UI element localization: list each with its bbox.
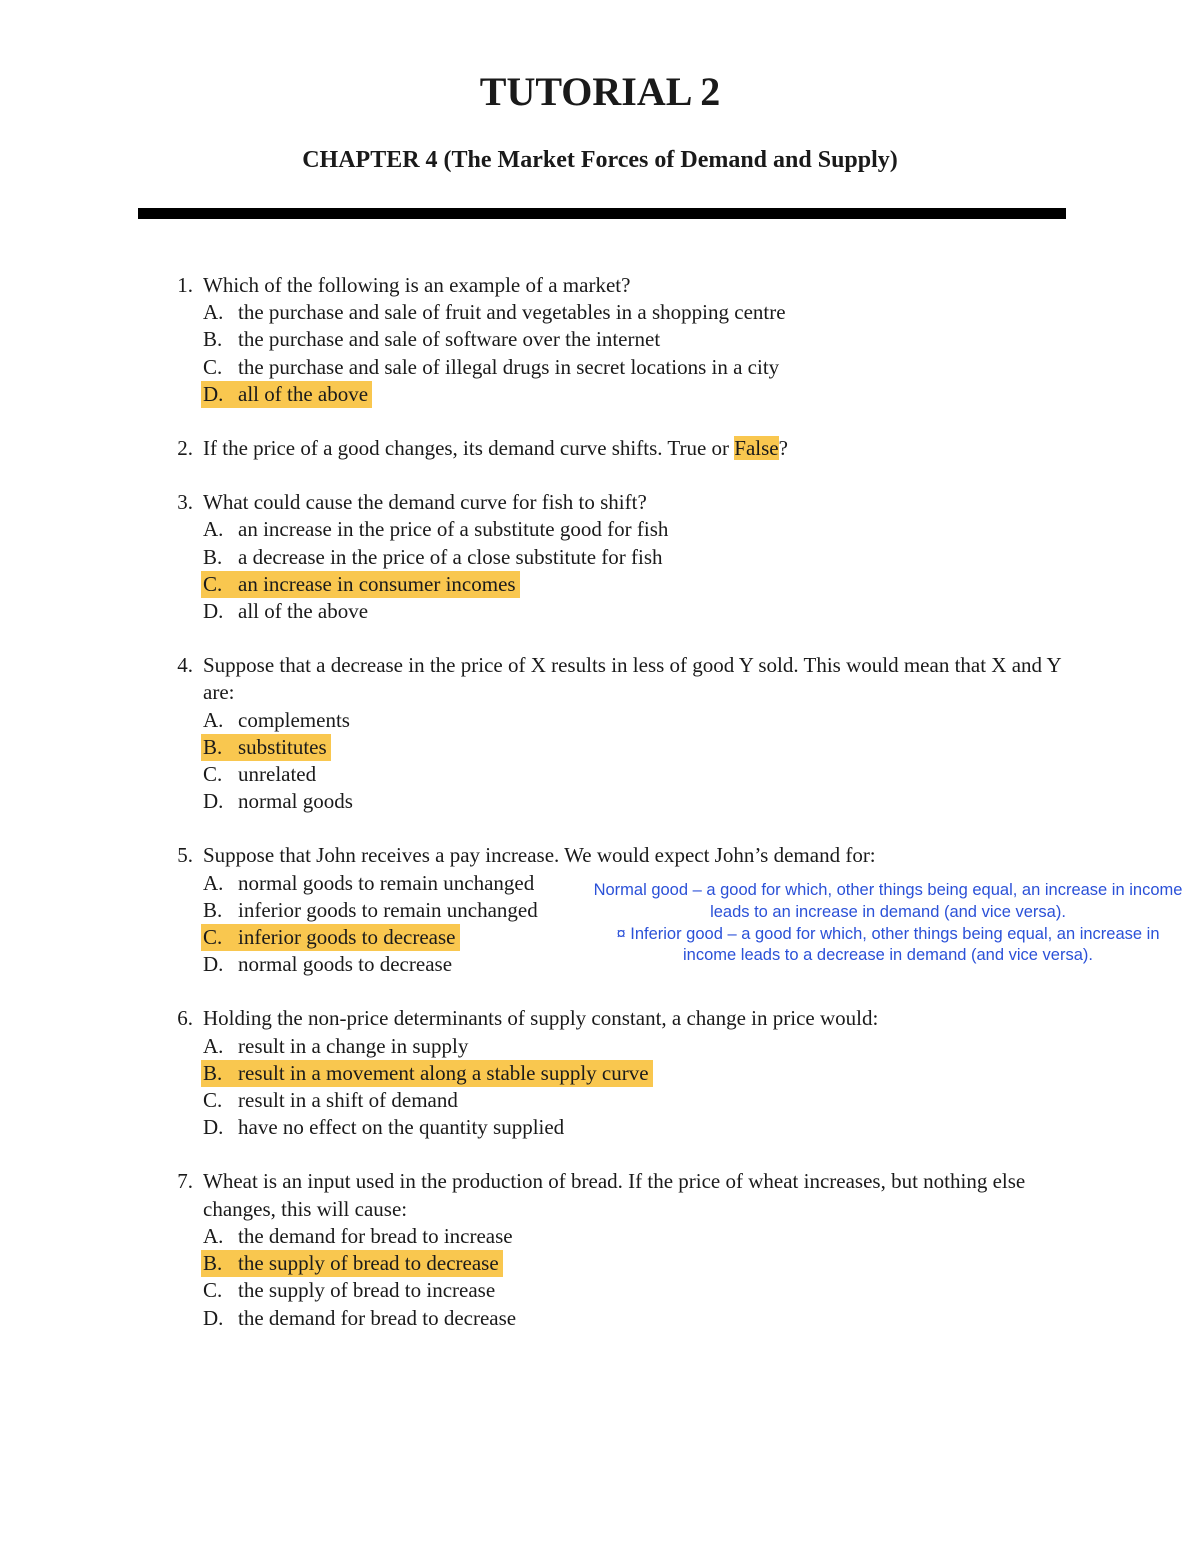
- question-7: [0, 1168, 1200, 1331]
- option-b: B. a decrease in the price of a close substitute for fish: [203, 544, 663, 569]
- option-c-highlighted-answer: C. an increase in consumer incomes: [201, 571, 520, 598]
- option-a: A. the purchase and sale of fruit and vegetables in a shopping centre: [203, 300, 786, 325]
- highlighted-answer: False: [734, 436, 779, 461]
- question-stem: Suppose that a decrease in the price of X results in less of good Y sold. This would mean that X and Y are:: [203, 653, 1061, 705]
- normal-good-definition: Normal good – a good for which, other things being equal, an increase in income leads to an increase in demand (and vice versa).: [593, 881, 1183, 921]
- question-stem: Holding the non-price determinants of supply constant, a change in price would:: [203, 1006, 879, 1031]
- chapter-subtitle: CHAPTER 4 (The Market Forces of Demand and Supply): [302, 147, 898, 173]
- question-number: 3.: [177, 490, 193, 515]
- option-b-highlighted-answer: B. result in a movement along a stable supply curve: [201, 1060, 653, 1087]
- question-number: 6.: [177, 1006, 193, 1031]
- question-number: 2.: [177, 436, 193, 461]
- option-d: D. all of the above: [203, 599, 369, 624]
- question-2: [0, 435, 1200, 462]
- question-number: 5.: [177, 843, 193, 868]
- option-a: A. complements: [203, 707, 350, 732]
- option-a: A. an increase in the price of a substitute good for fish: [203, 517, 669, 542]
- option-b: B. inferior goods to remain unchanged: [203, 897, 538, 922]
- option-c-highlighted-answer: C. inferior goods to decrease: [201, 924, 460, 951]
- question-6: [0, 1005, 1200, 1141]
- question-stem: Suppose that John receives a pay increase. We would expect John’s demand for:: [203, 843, 876, 868]
- option-c: C. the purchase and sale of illegal drugs in secret locations in a city: [203, 354, 780, 379]
- question-stem: Wheat is an input used in the production of bread. If the price of wheat increases, but nothing else changes, this will cause:: [203, 1169, 1026, 1221]
- question-number: 7.: [177, 1169, 193, 1194]
- option-b: B. the purchase and sale of software over the internet: [203, 327, 661, 352]
- option-d: D. normal goods to decrease: [203, 952, 453, 977]
- question-stem: What could cause the demand curve for fish to shift?: [203, 490, 647, 515]
- option-a: A. normal goods to remain unchanged: [203, 870, 535, 895]
- option-d-highlighted-answer: D. all of the above: [201, 381, 372, 408]
- option-c: C. the supply of bread to increase: [203, 1278, 496, 1303]
- heading-divider: [138, 208, 1066, 219]
- question-1: [0, 272, 1200, 408]
- question-list: [0, 272, 1200, 1359]
- document-title: TUTORIAL 2: [479, 69, 721, 114]
- question-3: [0, 489, 1200, 625]
- option-d: D. normal goods: [203, 789, 353, 814]
- definition-note: [590, 880, 1186, 967]
- option-c: C. unrelated: [203, 762, 317, 787]
- option-c: C. result in a shift of demand: [203, 1088, 458, 1113]
- inferior-good-definition: ¤ Inferior good – a good for which, other things being equal, an increase in income leads to a decrease in demand (and vice versa).: [616, 924, 1160, 965]
- question-number: 4.: [177, 653, 193, 678]
- question-stem: If the price of a good changes, its demand curve shifts. True or False?: [203, 436, 788, 461]
- option-b-highlighted-answer: B. substitutes: [201, 734, 331, 761]
- option-d: D. the demand for bread to decrease: [203, 1305, 517, 1330]
- option-b-highlighted-answer: B. the supply of bread to decrease: [201, 1250, 503, 1277]
- option-a: A. result in a change in supply: [203, 1033, 469, 1058]
- question-stem: Which of the following is an example of a market?: [203, 273, 631, 297]
- option-d: D. have no effect on the quantity supplied: [203, 1115, 565, 1140]
- option-a: A. the demand for bread to increase: [203, 1223, 513, 1248]
- question-4: [0, 652, 1200, 815]
- question-number: 1.: [177, 273, 193, 297]
